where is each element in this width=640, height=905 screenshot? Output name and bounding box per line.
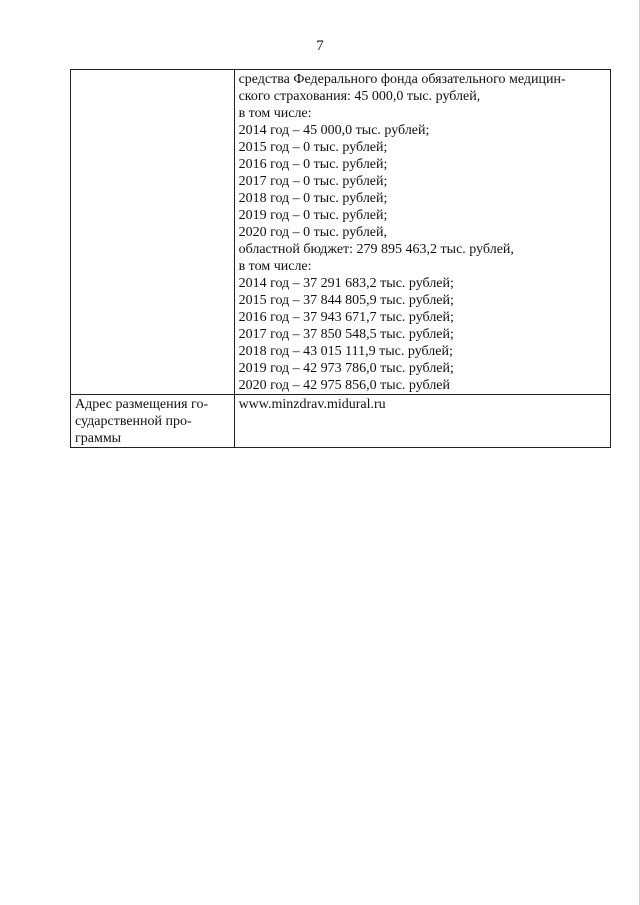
funding-line: 2018 год – 43 015 111,9 тыс. рублей; (238, 344, 453, 359)
funding-line: 2018 год – 0 тыс. рублей; (238, 191, 388, 206)
funding-line: 2019 год – 42 973 786,0 тыс. рублей; (238, 361, 454, 376)
funding-line: областной бюджет: 279 895 463,2 тыс. рублей, (238, 242, 514, 257)
funding-line: 2016 год – 0 тыс. рублей; (238, 157, 388, 172)
funding-line: ского страхования: 45 000,0 тыс. рублей, (238, 89, 481, 104)
table-row-funding (71, 70, 611, 395)
funding-line: 2014 год – 45 000,0 тыс. рублей; (238, 123, 430, 138)
funding-line: средства Федерального фонда обязательного медицин- (238, 72, 566, 87)
funding-line: 2020 год – 0 тыс. рублей, (238, 225, 388, 240)
address-value-cell (234, 395, 610, 448)
funding-line: 2014 год – 37 291 683,2 тыс. рублей; (238, 276, 454, 291)
funding-line: 2015 год – 37 844 805,9 тыс. рублей; (238, 293, 454, 308)
page-number: 7 (316, 38, 324, 54)
funding-line: в том числе: (238, 106, 312, 121)
funding-line: 2016 год – 37 943 671,7 тыс. рублей; (238, 310, 454, 325)
funding-line: 2017 год – 37 850 548,5 тыс. рублей; (238, 327, 454, 342)
program-website-link[interactable]: www.minzdrav.midural.ru (238, 397, 386, 412)
funding-label-cell (71, 70, 235, 395)
address-label-cell (71, 395, 235, 448)
funding-line: 2019 год – 0 тыс. рублей; (238, 208, 388, 223)
address-label-line: сударственной про- (75, 414, 192, 429)
funding-line: 2020 год – 42 975 856,0 тыс. рублей (238, 378, 451, 393)
table-row-address (71, 395, 611, 448)
address-label-line: Адрес размещения го- (75, 397, 209, 412)
funding-line: 2015 год – 0 тыс. рублей; (238, 140, 388, 155)
address-label-line: граммы (75, 431, 122, 446)
funding-line: 2017 год – 0 тыс. рублей; (238, 174, 388, 189)
program-passport-table (70, 69, 611, 448)
funding-value-cell (234, 70, 610, 395)
funding-line: в том числе: (238, 259, 312, 274)
